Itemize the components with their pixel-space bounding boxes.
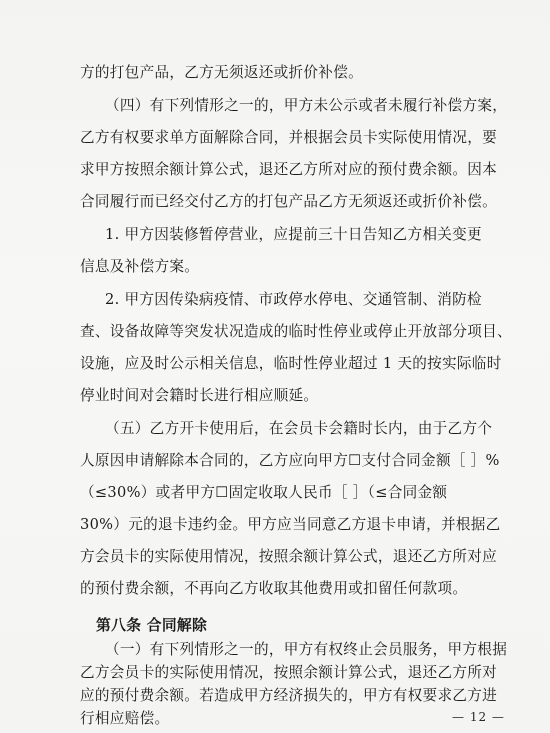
text-line: 2. 甲方因传染病疫情、市政停水停电、交通管制、消防检	[105, 291, 482, 308]
text-line: 方会员卡的实际使用情况，按照余额计算公式，退还乙方所对应	[80, 548, 498, 565]
article8-line: 行相应赔偿。	[80, 710, 170, 727]
text-line: 30%）元的退卡违约金。甲方应当同意乙方退卡申请，并根据乙	[80, 516, 501, 533]
text-line: （≤30%）或者甲方☐固定收取人民币［ ］（≤合同金额	[80, 484, 448, 501]
text-line: 停业时间对会籍时长进行相应顺延。	[80, 387, 319, 404]
text-line: 乙方有权要求单方面解除合同，并根据会员卡实际使用情况，要	[80, 129, 498, 146]
article8-line: 乙方会员卡的实际使用情况，按照余额计算公式，退还乙方所对	[80, 664, 498, 681]
article8-heading: 第八条 合同解除	[96, 617, 208, 634]
text-line: （四）有下列情形之一的，甲方未公示或者未履行补偿方案，	[105, 97, 508, 114]
text-line: 1. 甲方因装修暂停营业，应提前三十日告知乙方相关变更	[105, 226, 482, 243]
text-line: 信息及补偿方案。	[80, 258, 200, 275]
article8-line: （一）有下列情形之一的，甲方有权终止会员服务，甲方根据	[105, 641, 508, 658]
text-line: 方的打包产品，乙方无须返还或折价补偿。	[80, 64, 363, 81]
text-line: 合同履行而已经交付乙方的打包产品乙方无须返还或折价补偿。	[80, 193, 498, 210]
article8-line: 应的预付费余额。若造成甲方经济损失的，甲方有权要求乙方进	[80, 687, 498, 704]
text-line: 设施，应及时公示相关信息，临时性停业超过 1 天的按实际临时	[80, 355, 502, 372]
text-line: 查、设备故障等突发状况造成的临时性停业或停止开放部分项目、	[80, 323, 512, 340]
text-line: （五）乙方开卡使用后，在会员卡会籍时长内，由于乙方个	[105, 420, 493, 437]
text-line: 人原因申请解除本合同的，乙方应向甲方☐支付合同金额［ ］%	[80, 452, 500, 469]
text-line: 求甲方按照余额计算公式，退还乙方所对应的预付费余额。因本	[80, 161, 498, 178]
page-number: — 12 —	[452, 710, 505, 724]
text-line: 的预付费余额，不再向乙方收取其他费用或扣留任何款项。	[80, 580, 468, 597]
